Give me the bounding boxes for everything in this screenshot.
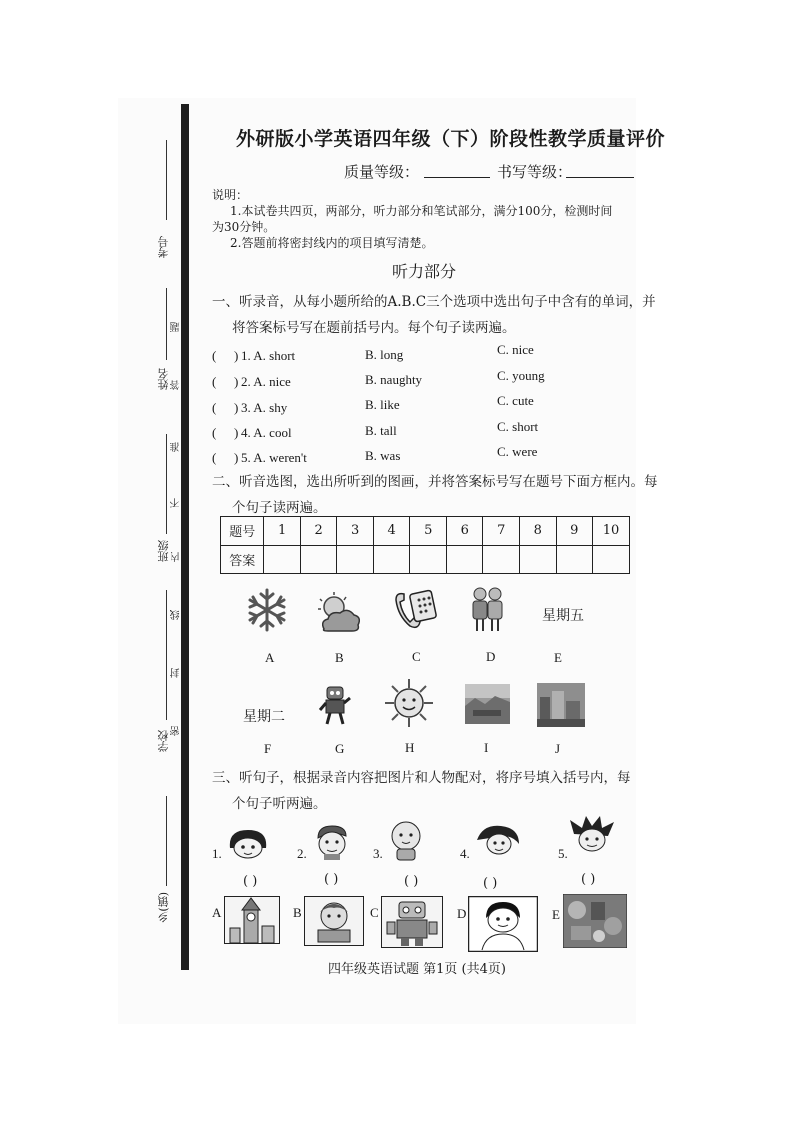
answer-paren-close: )	[234, 348, 239, 363]
match-bracket[interactable]: ( )	[324, 872, 339, 887]
match-bracket[interactable]: ( )	[243, 874, 258, 889]
exam-no-label: 考号	[157, 236, 170, 258]
picture-letter: B	[335, 650, 344, 665]
person-number: 5.	[558, 846, 568, 861]
answer-cell[interactable]	[410, 545, 447, 574]
landscape-photo-icon	[465, 684, 510, 724]
boy-icon	[468, 896, 538, 952]
picture-letter: A	[212, 905, 222, 920]
answer-cell[interactable]	[520, 545, 557, 574]
part3-title-line1: 三、听句子，根据录音内容把图片和人物配对，将序号填入括号内，每	[212, 770, 631, 786]
seal-char: 不	[171, 498, 182, 508]
question-2-option-b: B. naughty	[365, 372, 423, 387]
person-number: 1.	[212, 846, 222, 861]
exam-no-line	[166, 140, 167, 220]
telephone-icon	[392, 588, 438, 632]
quality-label: 质量等级：	[344, 163, 420, 181]
toys-photo-icon	[563, 894, 627, 948]
girl-reading-icon	[304, 896, 364, 946]
part1-title-line1: 一、听录音，从每小题所给的A.B.C三个选项中选出句子中含有的单词，并	[212, 294, 656, 310]
question-1-option-c: C. nice	[497, 342, 534, 357]
person-5-spiky-hair-boy-icon	[568, 816, 616, 856]
township-line	[166, 796, 167, 886]
answer-paren-close: )	[234, 374, 239, 389]
table-answer-label: 答案	[221, 545, 264, 574]
answer-table	[220, 516, 630, 574]
person-number: 3.	[373, 846, 383, 861]
person-1-girl-icon	[224, 826, 272, 860]
writing-blank[interactable]	[566, 177, 634, 178]
person-2-man-icon	[310, 824, 354, 860]
class-line	[166, 434, 167, 534]
table-number: 10	[593, 517, 630, 546]
name-label: 姓名	[157, 368, 170, 390]
seal-char: 准	[171, 442, 182, 452]
answer-paren-open[interactable]: (	[212, 425, 217, 440]
instructions-line2: 2.答题前将密封线内的项目填写清楚。	[230, 236, 434, 250]
answer-cell[interactable]	[446, 545, 483, 574]
answer-paren-open[interactable]: (	[212, 374, 217, 389]
answer-paren-close: )	[234, 400, 239, 415]
table-header-label: 题号	[221, 517, 264, 546]
school-line	[166, 590, 167, 720]
match-bracket[interactable]: ( )	[581, 872, 596, 887]
instructions-line1: 1.本试卷共四页，两部分，听力部分和笔试部分，满分100分，检测时间	[230, 204, 613, 218]
match-bracket[interactable]: ( )	[483, 876, 498, 891]
seal-char: 题	[171, 322, 182, 332]
answer-paren-close: )	[234, 450, 239, 465]
person-4-woman-icon	[473, 822, 523, 858]
picture-letter: C	[370, 905, 379, 920]
question-5-option-a: 5. A. weren't	[241, 450, 307, 465]
question-3-option-a: 3. A. shy	[241, 400, 288, 415]
seal-char: 线	[171, 610, 182, 620]
part1-title-line2: 将答案标号写在题前括号内。每个句子读两遍。	[232, 320, 516, 336]
table-number: 8	[520, 517, 557, 546]
exam-title: 外研版小学英语四年级（下）阶段性教学质量评价	[236, 128, 666, 150]
question-4-option-c: C. short	[497, 419, 539, 434]
table-number: 2	[300, 517, 337, 546]
seal-char: 封	[171, 668, 182, 678]
township-label: 乡(镇)	[157, 892, 170, 923]
sun-icon	[384, 678, 434, 728]
instructions-label: 说明：	[212, 188, 249, 202]
picture-letter: J	[555, 741, 561, 756]
person-number: 4.	[460, 846, 470, 861]
friday-text: 星期五	[542, 608, 584, 624]
picture-letter: B	[293, 905, 302, 920]
table-number: 1	[264, 517, 301, 546]
part3-title-line2: 个句子听两遍。	[232, 796, 327, 812]
part2-title-line2: 个句子读两遍。	[232, 500, 327, 516]
name-line	[166, 288, 167, 360]
question-1-option-b: B. long	[365, 347, 404, 362]
question-3-option-b: B. like	[365, 397, 400, 412]
picture-letter: D	[457, 906, 467, 921]
picture-letter: I	[484, 740, 489, 755]
answer-cell[interactable]	[337, 545, 374, 574]
margin-black-bar	[181, 104, 189, 970]
picture-letter: E	[552, 907, 560, 922]
picture-letter: D	[486, 649, 496, 664]
answer-cell[interactable]	[593, 545, 630, 574]
picture-letter: H	[405, 740, 415, 755]
table-number: 9	[556, 517, 593, 546]
table-number: 3	[337, 517, 374, 546]
answer-cell[interactable]	[373, 545, 410, 574]
person-3-baby-icon	[385, 818, 427, 862]
seal-char: 答	[171, 380, 182, 390]
class-label: 班级	[157, 540, 170, 562]
robot-icon	[318, 684, 352, 726]
snowflake-icon	[244, 587, 290, 633]
big-ben-icon	[224, 896, 280, 944]
part2-title-line1: 二、听音选图，选出所听到的图画，并将答案标号写在题号下面方框内。每	[212, 474, 658, 490]
question-2-option-a: 2. A. nice	[241, 374, 291, 389]
instructions-line1b: 为30分钟。	[212, 220, 276, 234]
table-number: 7	[483, 517, 520, 546]
answer-cell[interactable]	[264, 545, 301, 574]
writing-label: 书写等级：	[497, 163, 573, 181]
sun-cloud-icon	[314, 591, 362, 635]
answer-paren-open[interactable]: (	[212, 348, 217, 363]
picture-letter: F	[264, 741, 272, 756]
answer-paren-open[interactable]: (	[212, 450, 217, 465]
robot-toy-icon	[381, 896, 443, 948]
table-number: 4	[373, 517, 410, 546]
person-number: 2.	[297, 846, 307, 861]
city-photo-icon	[537, 683, 585, 727]
answer-paren-open[interactable]: (	[212, 400, 217, 415]
question-4-option-b: B. tall	[365, 423, 397, 438]
answer-paren-close: )	[234, 425, 239, 440]
answer-cell[interactable]	[300, 545, 337, 574]
picture-letter: A	[265, 650, 275, 665]
picture-letter: E	[554, 650, 562, 665]
table-number: 6	[446, 517, 483, 546]
page-footer: 四年级英语试题 第1页 (共4页)	[328, 962, 506, 977]
match-bracket[interactable]: ( )	[404, 874, 419, 889]
seal-char: 密	[171, 726, 182, 736]
elderly-couple-icon	[468, 585, 508, 633]
answer-cell[interactable]	[483, 545, 520, 574]
picture-letter: C	[412, 649, 421, 664]
answer-cell[interactable]	[556, 545, 593, 574]
listening-section-title: 听力部分	[392, 262, 457, 281]
question-5-option-b: B. was	[365, 448, 401, 463]
question-4-option-a: 4. A. cool	[241, 425, 292, 440]
table-number: 5	[410, 517, 447, 546]
quality-blank[interactable]	[424, 177, 490, 178]
seal-char: 内	[171, 552, 182, 562]
tuesday-text: 星期二	[243, 709, 285, 725]
question-5-option-c: C. were	[497, 444, 538, 459]
question-2-option-c: C. young	[497, 368, 545, 383]
question-3-option-c: C. cute	[497, 393, 534, 408]
question-1-option-a: 1. A. short	[241, 348, 296, 363]
picture-letter: G	[335, 741, 345, 756]
school-label: 学校	[157, 730, 170, 752]
